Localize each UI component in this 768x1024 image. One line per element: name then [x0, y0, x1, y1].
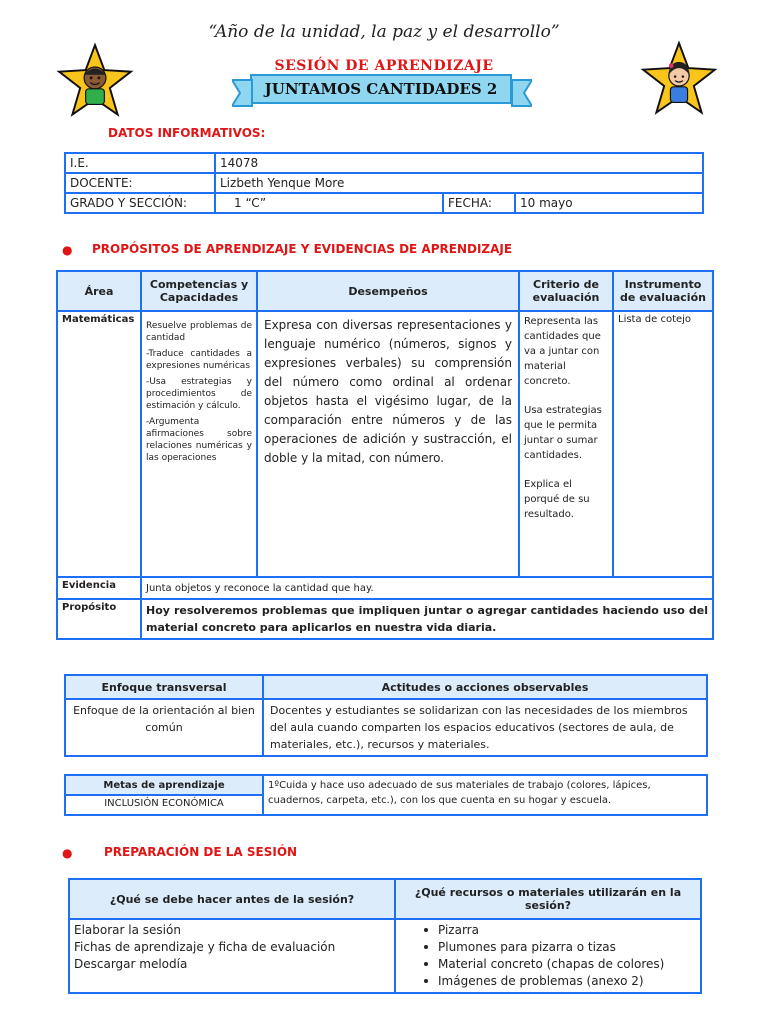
recursos-cell [395, 919, 701, 993]
header-metas: Metas de aprendizaje [65, 775, 263, 795]
star-boy-icon [56, 42, 134, 120]
desempenos-cell: Expresa con diversas representaciones y lenguaje numérico (números, signos y expresiones verbales) su comprensión del número como ordinal al ordenar objetos hasta el vigésimo lugar, de la comparación entre números y de las operaciones de adición y sustracción, el doble y la mitad, con número. [257, 311, 519, 577]
list-item: Fichas de aprendizaje y ficha de evaluación [74, 940, 336, 954]
fecha-value: 10 mayo [515, 193, 703, 213]
propositos-heading: PROPÓSITOS DE APRENDIZAJE Y EVIDENCIAS DE APRENDIZAJE [92, 242, 513, 256]
list-item [400, 939, 696, 956]
grado-value: 1 “C” [215, 193, 443, 213]
header-competencias: Competencias y Capacidades [141, 271, 257, 311]
bullet-dot-icon [424, 945, 428, 949]
evidencia-value: Junta objetos y reconoce la cantidad que hay. [141, 577, 713, 599]
preparacion-table [68, 878, 702, 994]
star-girl-icon [640, 40, 718, 118]
metas-table [64, 774, 708, 816]
list-item [400, 973, 696, 990]
ribbon-left-tail [232, 78, 254, 108]
list-item-text: Material concreto (chapas de colores) [438, 957, 665, 971]
motto: “Año de la unidad, la paz y el desarrollo” [208, 22, 560, 42]
list-item-text: Imágenes de problemas (anexo 2) [438, 974, 644, 988]
criterio-item: Usa estrategias que le permita juntar o sumar cantidades. [524, 405, 602, 461]
fecha-label: FECHA: [443, 193, 515, 213]
table-row [65, 775, 707, 795]
header-recursos: ¿Qué recursos o materiales utilizarán en la sesión? [395, 879, 701, 919]
table-row [57, 311, 713, 577]
ribbon-right-tail [510, 78, 532, 108]
instrumento-cell: Lista de cotejo [613, 311, 713, 577]
datos-table [64, 152, 704, 214]
ie-label: I.E. [65, 153, 215, 173]
proposito-label: Propósito [57, 599, 141, 639]
competencia-item: -Usa estrategias y procedimientos de estimación y cálculo. [146, 377, 252, 411]
criterio-item: Explica el porqué de su resultado. [524, 479, 590, 520]
list-item [400, 922, 696, 939]
competencia-item: -Traduce cantidades a expresiones numéricas [146, 349, 252, 371]
metas-value: INCLUSIÓN ECONÓMICA [65, 795, 263, 815]
ie-value: 14078 [215, 153, 703, 173]
header-enfoque: Enfoque transversal [65, 675, 263, 699]
bullet-icon: ● [62, 243, 73, 257]
competencia-item: -Argumenta afirmaciones sobre relaciones numéricas y las operaciones [146, 417, 252, 463]
list-item-text: Plumones para pizarra o tizas [438, 940, 616, 954]
bullet-dot-icon [424, 928, 428, 932]
enfoque-actitudes: Docentes y estudiantes se solidarizan con las necesidades de los miembros del aula cuando comparten los espacios educativos (sectores de aula, de materiales, etc.), recursos y materiales. [263, 699, 707, 756]
session-title-text: JUNTAMOS CANTIDADES 2 [264, 80, 498, 98]
table-row [65, 193, 703, 213]
metas-text: 1ºCuida y hace uso adecuado de sus materiales de trabajo (colores, lápices, cuadernos, carpeta, etc.), con los que cuenta en su hogar y escuela. [263, 775, 707, 815]
list-item-text: Pizarra [438, 923, 479, 937]
competencias-cell [141, 311, 257, 577]
antes-cell [69, 919, 395, 993]
bullet-icon: ● [62, 846, 73, 860]
bullet-dot-icon [424, 979, 428, 983]
preparacion-heading: PREPARACIÓN DE LA SESIÓN [104, 845, 298, 859]
session-label: SESIÓN DE APRENDIZAJE [274, 58, 494, 74]
enfoque-table [64, 674, 708, 757]
table-row [57, 271, 713, 311]
datos-heading: DATOS INFORMATIVOS: [108, 126, 266, 140]
docente-value: Lizbeth Yenque More [215, 173, 703, 193]
table-row [65, 675, 707, 699]
table-row [69, 879, 701, 919]
grado-label: GRADO Y SECCIÓN: [65, 193, 215, 213]
table-row [57, 599, 713, 639]
bullet-dot-icon [424, 962, 428, 966]
docente-label: DOCENTE: [65, 173, 215, 193]
header-actitudes: Actitudes o acciones observables [263, 675, 707, 699]
table-row [57, 577, 713, 599]
criterio-item: Representa las cantidades que va a juntar con material concreto. [524, 316, 601, 387]
area-cell: Matemáticas [57, 311, 141, 577]
header-area: Área [57, 271, 141, 311]
criterio-cell [519, 311, 613, 577]
header-antes: ¿Qué se debe hacer antes de la sesión? [69, 879, 395, 919]
header-criterio: Criterio de evaluación [519, 271, 613, 311]
evidencia-label: Evidencia [57, 577, 141, 599]
table-row [69, 919, 701, 993]
enfoque-name: Enfoque de la orientación al bien común [65, 699, 263, 756]
header-instrumento: Instrumento de evaluación [613, 271, 713, 311]
header-desempenos: Desempeños [257, 271, 519, 311]
propositos-table [56, 270, 714, 640]
list-item: Elaborar la sesión [74, 923, 181, 937]
table-row [65, 153, 703, 173]
table-row [65, 699, 707, 756]
list-item: Descargar melodía [74, 957, 188, 971]
table-row [65, 173, 703, 193]
session-title [250, 74, 512, 104]
competencia-item: Resuelve problemas de cantidad [146, 321, 252, 343]
list-item [400, 956, 696, 973]
proposito-value: Hoy resolveremos problemas que impliquen juntar o agregar cantidades haciendo uso del material concreto para aplicarlos en nuestra vida diaria. [141, 599, 713, 639]
